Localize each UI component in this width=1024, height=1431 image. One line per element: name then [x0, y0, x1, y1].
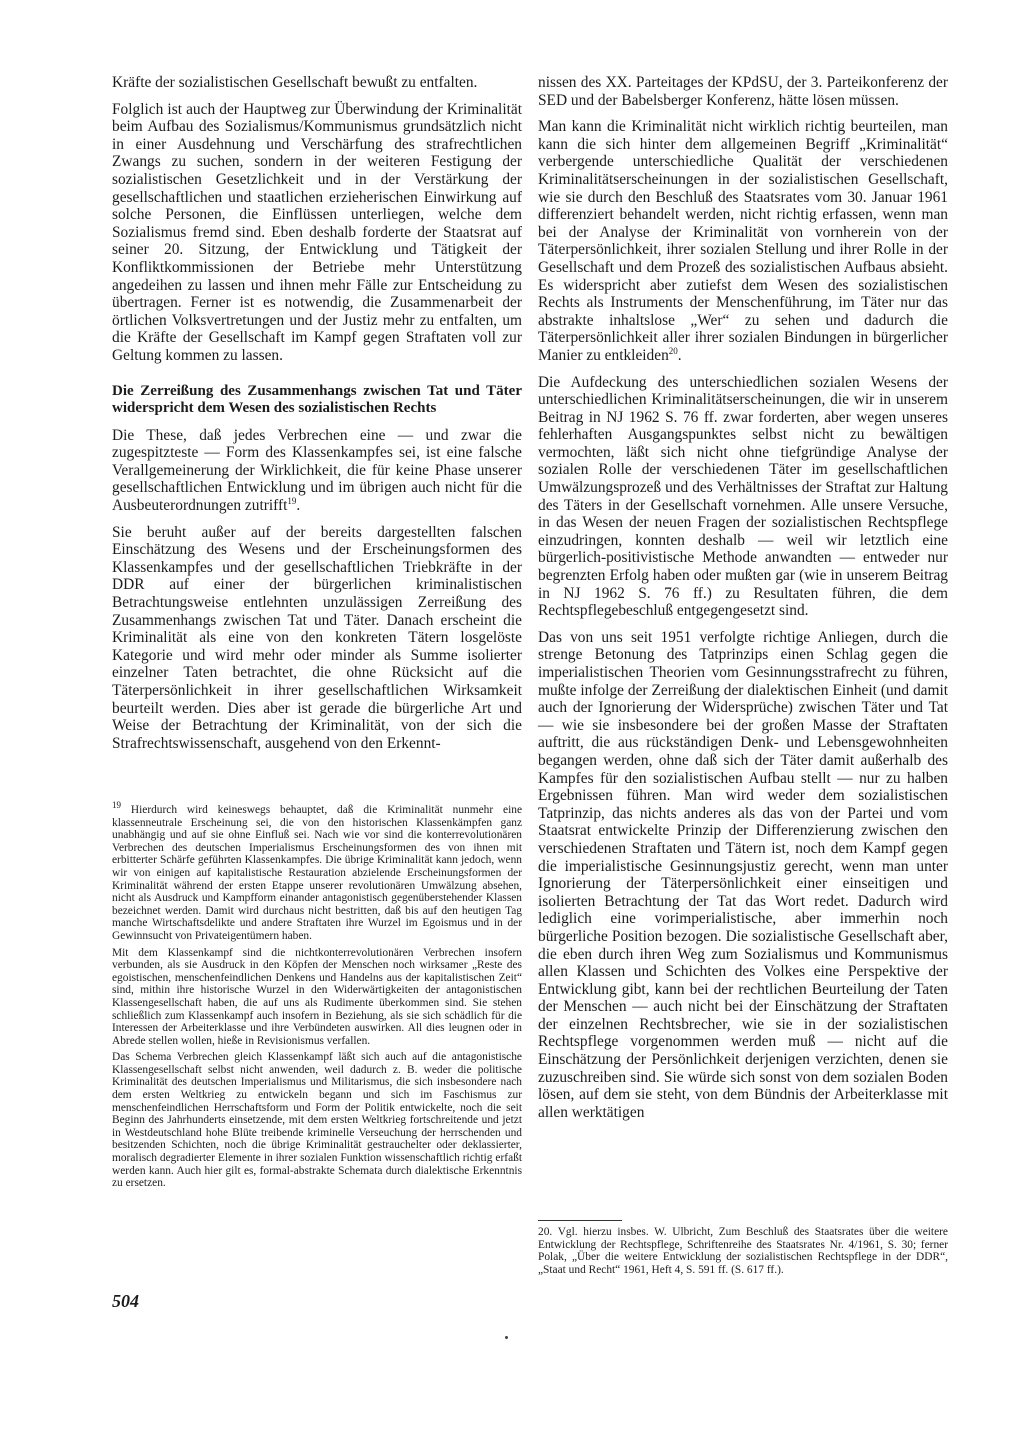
footnotes-right	[538, 1226, 948, 1280]
footnote-number: 19	[112, 800, 121, 811]
footnote-continuation: Mit dem Klassenkampf sind die nichtkonterrevolutionären Verbrechen insofern verbunden, als sie Ausdruck in den Köpfen der Menschen noch wirksamer „Reste des egoistischen, menschenfeindlichen Denkens und Handelns aus der kapitalistischen Zeit“ sind, mithin ihre historische Wurzel in den Widerwärtigkeiten der antagonistischen Klassengesellschaft haben, die auf uns als Rudimente überkommen sind. Sie stehen schließlich zum Klassenkampf auch insofern in Beziehung, als sie sich schädlich für die Interessen der Arbeiterklasse und ihre Verbündeten auswirken. All dies leugnen oder in Abrede stellen wollen, hieße in Revisionismus verfallen.	[112, 946, 522, 1047]
paragraph: nissen des XX. Parteitages der KPdSU, der 3. Parteikonferenz der SED und der Babelsberger Konferenz, hätte lösen müssen.	[538, 74, 948, 109]
footnote-divider	[538, 1220, 622, 1221]
left-column	[112, 74, 522, 761]
footnote-continuation: Das Schema Verbrechen gleich Klassenkampf läßt sich auch auf die antagonistische Klassengesellschaft selbst nicht anwenden, weil dadurch z. B. weder die politische Kriminalität des deutschen Imperialismus und Militarismus, die sich insbesondere nach dem ersten Weltkrieg zu entwickeln begann und sich im Faschismus zur menschenfeindlichen Herrschaftsform und Form der Politik entwickelte, noch die seit Beginn des Jahrhunderts einsetzende, mit dem ersten Weltkrieg fortschreitende und jetzt in Westdeutschland hohe Blüte treibende kriminelle Verseuchung der herrschenden und besitzenden Schichten, noch die übrige Kriminalität gestrauchelter oder deklassierter, moralisch degradierter Elemente in ihrer sozialen Funktion wissenschaftlich richtig erfaßt werden kann. Auch hier gilt es, formal-abstrakte Schemata durch dialektische Erkenntnis zu ersetzen.	[112, 1051, 522, 1190]
footnote-number: 20.	[538, 1226, 553, 1238]
paragraph: Man kann die Kriminalität nicht wirklich richtig beurteilen, man kann die sich hinter dem allgemeinen Begriff „Kriminalität“ verbergende unterschiedliche Qualität der verschiedenen Kriminalitätserscheinungen in der sozialistischen Gesellschaft, wie sie durch den Beschluß des Staatsrates vom 30. Januar 1961 differenziert behandelt werden, nicht richtig erfassen, wenn man bei der Analyse der Kriminalität von vornherein von der Täterpersönlichkeit, ihrer sozialen Stellung und ihrer Rolle in der Gesellschaft und dem Prozeß des sozialistischen Aufbaus absieht. Es widerspricht aber zutiefst dem Wesen des sozialistischen Rechts als Instruments der Menschenführung, im Täter nur das abstrakte inhaltslose „Wer“ zu sehen und dadurch die Täterpersönlichkeit aller ihrer sozialen Bindungen in bürgerlicher Manier zu entkleiden$^{20}$.	[538, 118, 948, 364]
print-mark	[505, 1336, 508, 1339]
footnote-ref[interactable]: 19	[287, 495, 297, 506]
paragraph: Die These, daß jedes Verbrechen eine — und zwar die zugespitzteste — Form des Klassenkampfes sei, ist eine falsche Verallgemeinerung der Wirklichkeit, die für keine Phase unserer gesellschaftlichen Entwicklung und im übrigen auch nicht für die Ausbeuterordnungen zutrifft$^{19}$.	[112, 426, 522, 515]
footnote-ref[interactable]: 20	[668, 345, 678, 356]
right-column	[538, 74, 948, 1130]
paragraph: Folglich ist auch der Hauptweg zur Überwindung der Kriminalität beim Aufbau des Sozialismus/Kommunismus grundsätzlich nicht in einer Ausdehnung und Verschärfung des strafrechtlichen Zwangs zu suchen, sondern in der weiteren Festigung der sozialistischen Gesetzlichkeit und in der Verstärkung der gesellschaftlichen und staatlichen erzieherischen Einwirkung auf solche Personen, die Einflüssen unterliegen, welche dem Sozialismus fremd sind. Eben deshalb forderte der Staatsrat auf seiner 20. Sitzung, der Entwicklung und Tätigkeit der Konfliktkommissionen der Betriebe mehr Unterstützung angedeihen zu lassen und ihnen mehr Fälle zur Entscheidung zu übertragen. Ferner ist es notwendig, die Zusammenarbeit der örtlichen Volksvertretungen und der Justiz mehr zu entfalten, um die Kräfte der Gesellschaft im Kampf gegen Straftaten voll zur Geltung kommen zu lassen.	[112, 100, 522, 364]
paragraph-text: Die These, daß jedes Verbrechen eine — und zwar die zugespitzteste — Form des Klassenkampfes sei, ist eine falsche Verallgemeinerung der Wirklichkeit, die für keine Phase unserer gesellschaftlichen Entwicklung und im übrigen auch nicht für die Ausbeuterordnungen zutrifft	[112, 426, 522, 515]
footnote	[112, 800, 522, 943]
footnote-text: Hierdurch wird keineswegs behauptet, daß die Kriminalität nunmehr eine klassenneutrale Erscheinung sei, die von den historischen Klassenkämpfen ganz unabhängig und auf sie ohne Einfluß sei. Nach wie vor sind die konterrevolutionären Verbrechen des deutschen Imperialismus Erscheinungsformen des von ihnen mit erbitterter Schärfe geführten Klassenkampfes. Die übrige Kriminalität kann jedoch, wenn wir von einigen auf kapitalistische Restauration abzielende Erscheinungsformen der Kriminalität während der ersten Etappe unserer revolutionären Umwälzung absehen, nicht als Ausdruck und Kampfform einander antagonistisch gegenüberstehender Klassen bezeichnet werden. Damit wird durchaus nicht bestritten, daß bis auf den heutigen Tag manche Wirtschaftsdelikte und andere Straftaten ihre Wurzel im Egoismus und in der Gewinnsucht von Privateigentümern haben.	[112, 804, 522, 942]
footnote-text: Vgl. hierzu insbes. W. Ulbricht, Zum Beschluß des Staatsrates über die weitere Entwicklung der Rechtspflege, Schriftenreihe des Staatsrates Nr. 4/1961, S. 30; ferner Polak, „Über die weitere Entwicklung der sozialistischen Rechtspflege in der DDR“, „Staat und Recht“ 1961, Heft 4, S. 591 ff. (S. 617 ff.).	[538, 1226, 948, 1276]
footnote	[538, 1226, 948, 1276]
paragraph: Die Aufdeckung des unterschiedlichen sozialen Wesens der unterschiedlichen Kriminalitätserscheinungen, die wir in unserem Beitrag in NJ 1962 S. 76 ff. zwar forderten, aber wegen unseres fehlerhaften Ausgangspunktes selbst nicht zu bewältigen vermochten, läßt sich nicht ohne tiefgründige Analyse der sozialen Rolle der verschiedenen Täter im gesellschaftlichen Umwälzungsprozeß und des Verhältnisses der Straftat zur Haltung des Täters in der Gesellschaft vornehmen. Alle unsere Versuche, in das Wesen der neuen Fragen der sozialistischen Rechtspflege einzudringen, konnten deshalb — weil wir letztlich eine bürgerlich-positivistische Methode anwandten — entweder nur begrenzten Erfolg haben oder mußten gar (wie in unserem Beitrag in NJ 1962 S. 76 ff.) zu Resultaten führen, die dem Rechtspflegebeschluß entgegengesetzt sind.	[538, 373, 948, 620]
footnotes-left	[112, 800, 522, 1194]
paragraph: Kräfte der sozialistischen Gesellschaft bewußt zu entfalten.	[112, 74, 478, 91]
section-heading: Die Zerreißung des Zusammenhangs zwischen Tat und Täter widerspricht dem Wesen des sozialistischen Rechts	[112, 382, 522, 417]
paragraph: Das von uns seit 1951 verfolgte richtige Anliegen, durch die strenge Betonung des Tatprinzips einen Schlag gegen die imperialistischen Theorien vom Gesinnungsstrafrecht zu führen, mußte infolge der Zerreißung der dialektischen Einheit (und damit auch der Ignorierung der Widersprüche) zwischen Täter und Tat — wie sie insbesondere bei der großen Masse der Straftaten auftritt, die aus rückständigen Denk- und Lebensgewohnheiten begangen werden, ohne daß sich der Täter damit außerhalb des Kampfes für den sozialistischen Aufbau stellt — nur zu halben Ergebnissen führen. Man wird weder dem sozialistischen Tatprinzip, das nichts anderes als das von der Partei und vom Staatsrat entwickelte Prinzip der Differenzierung zwischen den verschiedenen Straftaten und Tätern ist, noch dem Kampf gegen die imperialistische Gesinnungsjustiz gerecht, wenn man unter Ignorierung der Täterpersönlichkeit einer einseitigen und isolierten Betrachtung der Tat das Wort redet. Dadurch wird lediglich eine vorimperialistische, aber immerhin noch bürgerliche Position bezogen. Die sozialistische Gesellschaft aber, die eben durch ihren Weg zum Sozialismus und Kommunismus allen Klassen und Schichten des Volkes eine Perspektive der Entwicklung gibt, kann bei der rechtlichen Beurteilung der Taten der Menschen — auch nicht bei der Einschätzung der Straftaten der einzelnen Rechtsbrecher, wie sie in der sozialistischen Rechtspflege vorgenommen werden muß — nicht auf die Einschätzung der Persönlichkeit derjenigen verzichten, denen sie zuzuschreiben sind. Sie würde sich sonst von dem sozialen Boden lösen, auf dem sie steht, von dem Bündnis der Arbeiterklasse mit allen werktätigen	[538, 628, 948, 1121]
page-number: 504	[112, 1291, 139, 1311]
paragraph: Sie beruht außer auf der bereits dargestellten falschen Einschätzung des Wesens und der Erscheinungsformen des Klassenkampfes und der gesellschaftlichen Triebkräfte in der DDR auf einer der bürgerlichen kriminalistischen Betrachtungsweise entlehnten unzulässigen Zerreißung des Zusammenhangs zwischen Tat und Täter. Danach erscheint die Kriminalität als eine von den konkreten Tätern losgelöste Kategorie und wird mehr oder minder als Summe isolierter einzelner Taten betrachtet, die ohne Rücksicht auf die Täterpersönlichkeit in ihrer gesellschaftlichen Wirksamkeit beurteilt werden. Dies aber ist gerade die bürgerliche Art und Weise der Betrachtung der Kriminalität, von der sich die Strafrechtswissenschaft, ausgehend von den Erkennt-	[112, 523, 522, 752]
paragraph-text: Man kann die Kriminalität nicht wirklich richtig beurteilen, man kann die sich hinter dem allgemeinen Begriff „Kriminalität“ verbergende unterschiedliche Qualität der verschiedenen Kriminalitätserscheinungen in der sozialistischen Gesellschaft, wie sie durch den Beschluß des Staatsrates vom 30. Januar 1961 differenziert behandelt werden, nicht richtig erfassen, wenn man bei der Analyse der Kriminalität von vornherein von der Täterpersönlichkeit, ihrer sozialen Stellung und ihrer Rolle in der Gesellschaft und dem Prozeß des sozialistischen Aufbaus absieht. Es widerspricht aber zutiefst dem Wesen des sozialistischen Rechts als Instruments der Menschenführung, im Täter nur das abstrakte inhaltslose „Wer“ zu sehen und dadurch die Täterpersönlichkeit aller ihrer sozialen Bindungen in bürgerlicher Manier zu entkleiden	[538, 118, 948, 364]
